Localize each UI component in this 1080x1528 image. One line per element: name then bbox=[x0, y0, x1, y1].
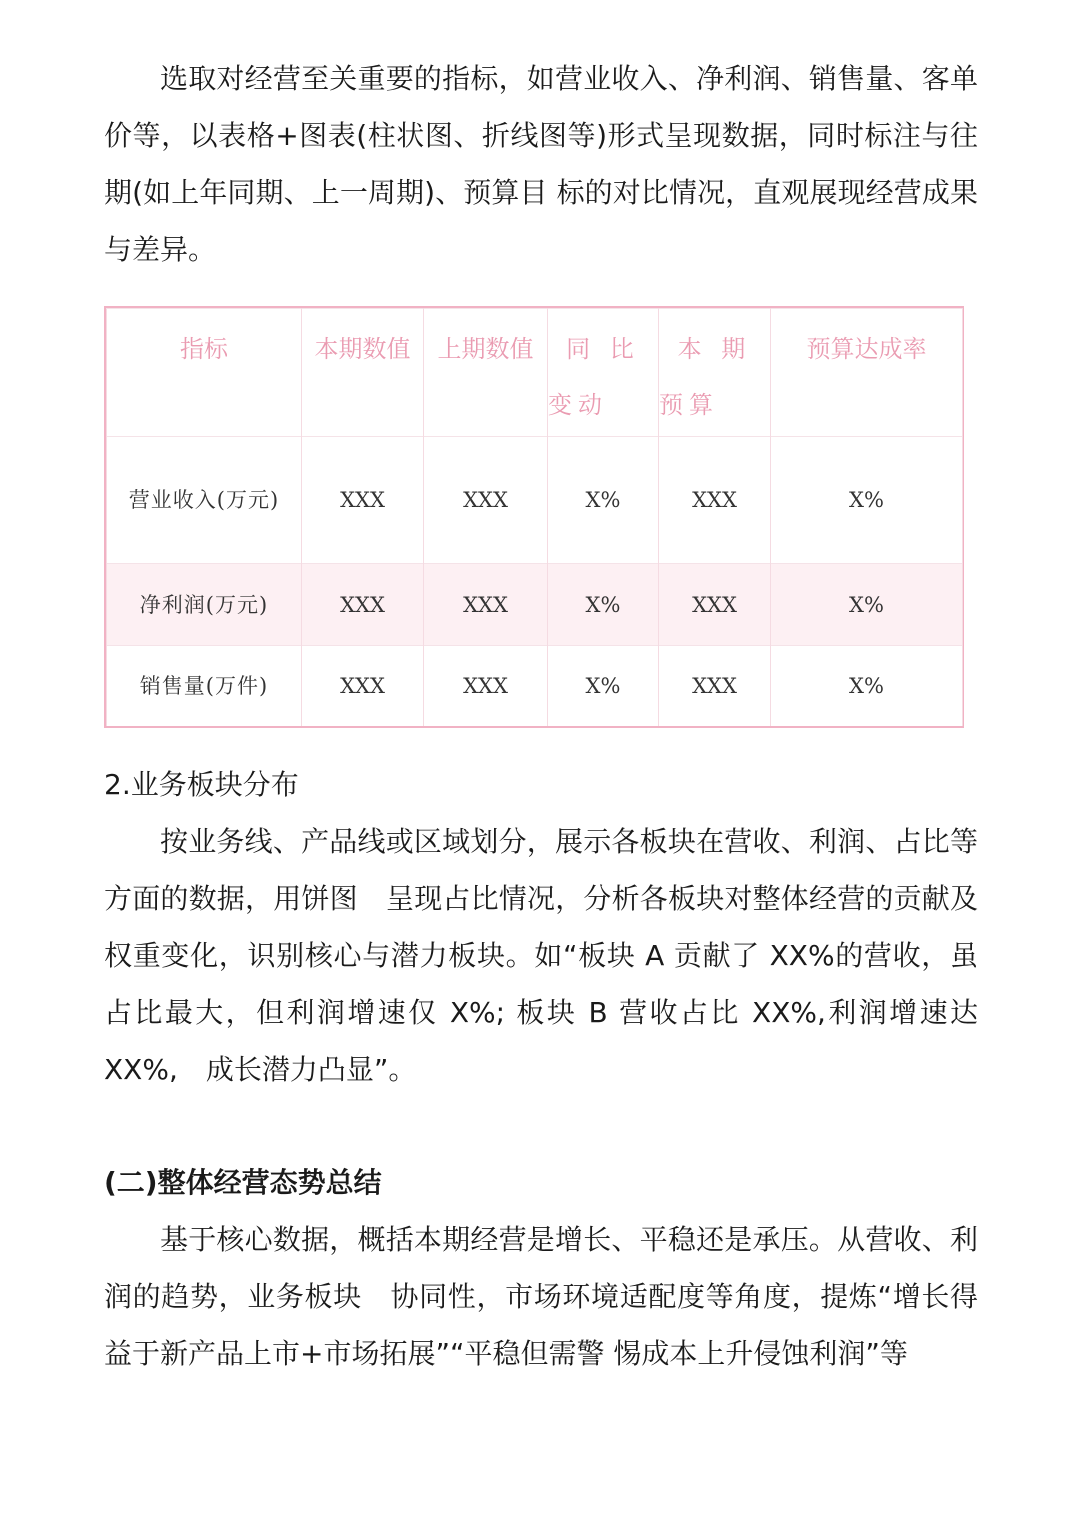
header-yoy: 同 比 变动 bbox=[548, 309, 659, 437]
row-label: 净利润(万元) bbox=[107, 564, 302, 646]
row-label: 销售量(万件) bbox=[107, 646, 302, 727]
header-current: 本期数值 bbox=[302, 309, 424, 437]
header-metric: 指标 bbox=[107, 309, 302, 437]
cell-current: XXX bbox=[302, 646, 424, 727]
metrics-table bbox=[106, 308, 963, 726]
cell-previous: XXX bbox=[424, 564, 548, 646]
row-label: 营业收入(万元) bbox=[107, 437, 302, 564]
table-row bbox=[107, 646, 963, 727]
business-segments-paragraph: 按业务线、产品线或区域划分，展示各板块在营收、利润、占比等方面的数据，用饼图 呈现占比情况，分析各板块对整体经营的贡献及权重变化，识别核心与潜力板块。如“板块 A 贡献了 XX%的营收，虽占比最大，但利润增速仅 X%; 板块 B 营收占比 XX%,利润增速达 XX%, 成长潜力凸显”。 bbox=[104, 825, 978, 1086]
cell-previous: XXX bbox=[424, 437, 548, 564]
cell-rate: X% bbox=[771, 437, 963, 564]
cell-current: XXX bbox=[302, 437, 424, 564]
cell-rate: X% bbox=[771, 646, 963, 727]
cell-yoy: X% bbox=[548, 564, 659, 646]
header-previous: 上期数值 bbox=[424, 309, 548, 437]
cell-budget: XXX bbox=[659, 646, 771, 727]
cell-budget: XXX bbox=[659, 564, 771, 646]
cell-current: XXX bbox=[302, 564, 424, 646]
overall-summary-paragraph: 基于核心数据，概括本期经营是增长、平稳还是承压。从营收、利润的趋势，业务板块 协同性，市场环境适配度等角度，提炼“增长得益于新产品上市+市场拓展”“平稳但需警 惕成本上升侵蚀利润”等 bbox=[104, 1223, 978, 1370]
section-heading-overall-summary: (二)整体经营态势总结 bbox=[104, 1166, 382, 1199]
header-rate: 预算达成率 bbox=[771, 309, 963, 437]
cell-yoy: X% bbox=[548, 437, 659, 564]
document-page bbox=[104, 50, 978, 1382]
table-header-row bbox=[107, 309, 963, 437]
cell-rate: X% bbox=[771, 564, 963, 646]
section-heading-business-segments: 2.业务板块分布 bbox=[104, 768, 299, 801]
cell-previous: XXX bbox=[424, 646, 548, 727]
cell-budget: XXX bbox=[659, 437, 771, 564]
metrics-table-frame bbox=[104, 306, 964, 728]
intro-paragraph: 选取对经营至关重要的指标，如营业收入、净利润、销售量、客单价等，以表格+图表(柱状图、折线图等)形式呈现数据，同时标注与往期(如上年同期、上一周期)、预算目 标的对比情况，直观展现经营成果与差异。 bbox=[104, 62, 978, 266]
table-row bbox=[107, 564, 963, 646]
header-budget: 本 期 预算 bbox=[659, 309, 771, 437]
cell-yoy: X% bbox=[548, 646, 659, 727]
table-row bbox=[107, 437, 963, 564]
